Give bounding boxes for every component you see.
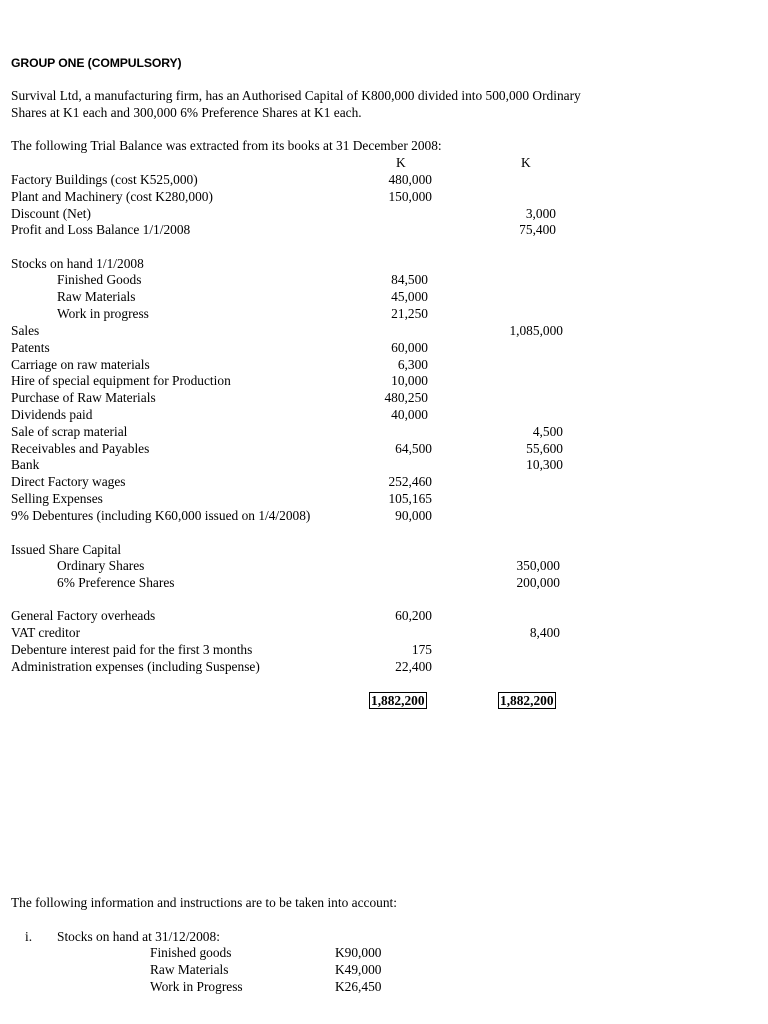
- row-label: Direct Factory wages: [11, 474, 126, 489]
- row-label: Hire of special equipment for Production: [11, 373, 231, 388]
- row-label: 9% Debentures (including K60,000 issued on 1/4/2008): [11, 508, 311, 523]
- row-label: General Factory overheads: [11, 608, 156, 623]
- trial-balance-intro: The following Trial Balance was extracted from its books at 31 December 2008:: [11, 138, 442, 153]
- intro-paragraph: [11, 88, 711, 122]
- row-label: Administration expenses (including Suspense): [11, 659, 260, 674]
- intro-line-2: Shares at K1 each and 300,000 6% Preference Shares at K1 each.: [11, 104, 362, 120]
- credit-column-header: K: [521, 155, 531, 170]
- row-label: Raw Materials: [57, 289, 136, 304]
- row-label: Discount (Net): [11, 206, 91, 221]
- stock-value: K90,000: [335, 945, 382, 960]
- row-label: 6% Preference Shares: [57, 575, 175, 590]
- debit-column-header: K: [396, 155, 406, 170]
- intro-line-1: Survival Ltd, a manufacturing firm, has an Authorised Capital of K800,000 divided into 500,000 Ordinary: [11, 88, 581, 103]
- row-label: Plant and Machinery (cost K280,000): [11, 189, 213, 204]
- info-intro: The following information and instructions are to be taken into account:: [11, 895, 397, 910]
- row-label: Stocks on hand 1/1/2008: [11, 256, 144, 271]
- row-label: Profit and Loss Balance 1/1/2008: [11, 222, 191, 237]
- section-heading: GROUP ONE (COMPULSORY): [11, 56, 182, 70]
- stock-label: Raw Materials: [150, 962, 229, 977]
- row-label: Debenture interest paid for the first 3 months: [11, 642, 253, 657]
- row-label: Purchase of Raw Materials: [11, 390, 156, 405]
- row-label: Selling Expenses: [11, 491, 103, 506]
- row-label: Finished Goods: [57, 272, 142, 287]
- stock-label: Work in Progress: [150, 979, 243, 994]
- row-label: Work in progress: [57, 306, 149, 321]
- row-label: Factory Buildings (cost K525,000): [11, 172, 198, 187]
- row-label: Carriage on raw materials: [11, 357, 150, 372]
- stock-value: K26,450: [335, 979, 382, 994]
- row-label: Dividends paid: [11, 407, 93, 422]
- row-label: Receivables and Payables: [11, 441, 150, 456]
- row-label: Sales: [11, 323, 40, 338]
- item-marker: i.: [25, 929, 33, 944]
- row-label: Issued Share Capital: [11, 542, 122, 557]
- row-label: Ordinary Shares: [57, 558, 145, 573]
- row-label: Sale of scrap material: [11, 424, 128, 439]
- row-label: Patents: [11, 340, 50, 355]
- item-title: Stocks on hand at 31/12/2008:: [57, 929, 220, 944]
- total-credit: 1,882,200: [500, 693, 554, 708]
- stock-label: Finished goods: [150, 945, 232, 960]
- stock-value: K49,000: [335, 962, 382, 977]
- row-label: Bank: [11, 457, 40, 472]
- total-debit: 1,882,200: [371, 693, 425, 708]
- row-label: VAT creditor: [11, 625, 81, 640]
